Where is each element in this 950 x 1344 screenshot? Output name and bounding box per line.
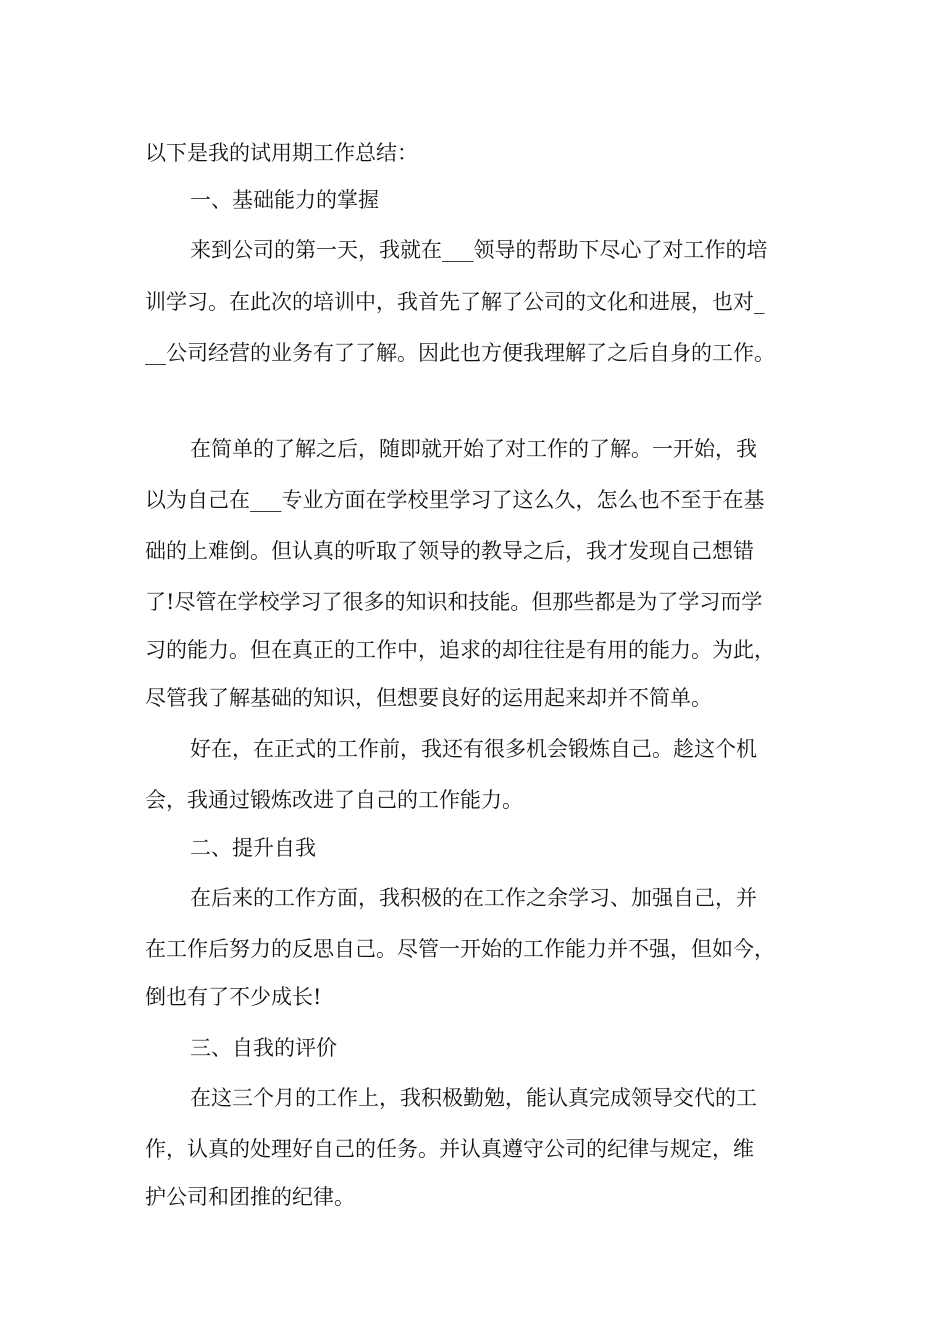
paragraph-line: 倒也有了不少成长! [145, 985, 322, 1009]
paragraph-line: 习的能力。但在真正的工作中，追求的却往往是有用的能力。为此， [145, 638, 775, 662]
paragraph-line: 础的上难倒。但认真的听取了领导的教导之后，我才发现自己想错 [145, 539, 754, 563]
paragraph-line: 在工作后努力的反思自己。尽管一开始的工作能力并不强，但如今， [145, 937, 775, 961]
paragraph-line: __公司经营的业务有了了解。因此也方便我理解了之后自身的工作。 [145, 341, 775, 365]
paragraph-line: 在后来的工作方面，我积极的在工作之余学习、加强自己，并 [190, 886, 757, 910]
paragraph-line: 来到公司的第一天，我就在___领导的帮助下尽心了对工作的培 [190, 238, 768, 262]
paragraph-line: 在这三个月的工作上，我积极勤勉，能认真完成领导交代的工 [190, 1086, 757, 1110]
section-heading-3: 三、自我的评价 [190, 1036, 337, 1060]
paragraph-line: 作，认真的处理好自己的任务。并认真遵守公司的纪律与规定，维 [145, 1137, 754, 1161]
paragraph-line: 在简单的了解之后，随即就开始了对工作的了解。一开始，我 [190, 437, 757, 461]
section-heading-1: 一、基础能力的掌握 [190, 188, 379, 212]
intro-line: 以下是我的试用期工作总结： [145, 141, 418, 165]
paragraph-line: 好在，在正式的工作前，我还有很多机会锻炼自己。趁这个机 [190, 737, 757, 761]
paragraph-line: 尽管我了解基础的知识，但想要良好的运用起来却并不简单。 [145, 686, 712, 710]
section-heading-2: 二、提升自我 [190, 836, 316, 860]
paragraph-line: 护公司和团推的纪律。 [145, 1185, 355, 1209]
paragraph-line: 了!尽管在学校学习了很多的知识和技能。但那些都是为了学习而学 [145, 590, 763, 614]
paragraph-line: 训学习。在此次的培训中，我首先了解了公司的文化和进展，也对_ [145, 290, 765, 314]
paragraph-line: 以为自己在___专业方面在学校里学习了这么久，怎么也不至于在基 [145, 488, 765, 512]
paragraph-line: 会，我通过锻炼改进了自己的工作能力。 [145, 788, 523, 812]
